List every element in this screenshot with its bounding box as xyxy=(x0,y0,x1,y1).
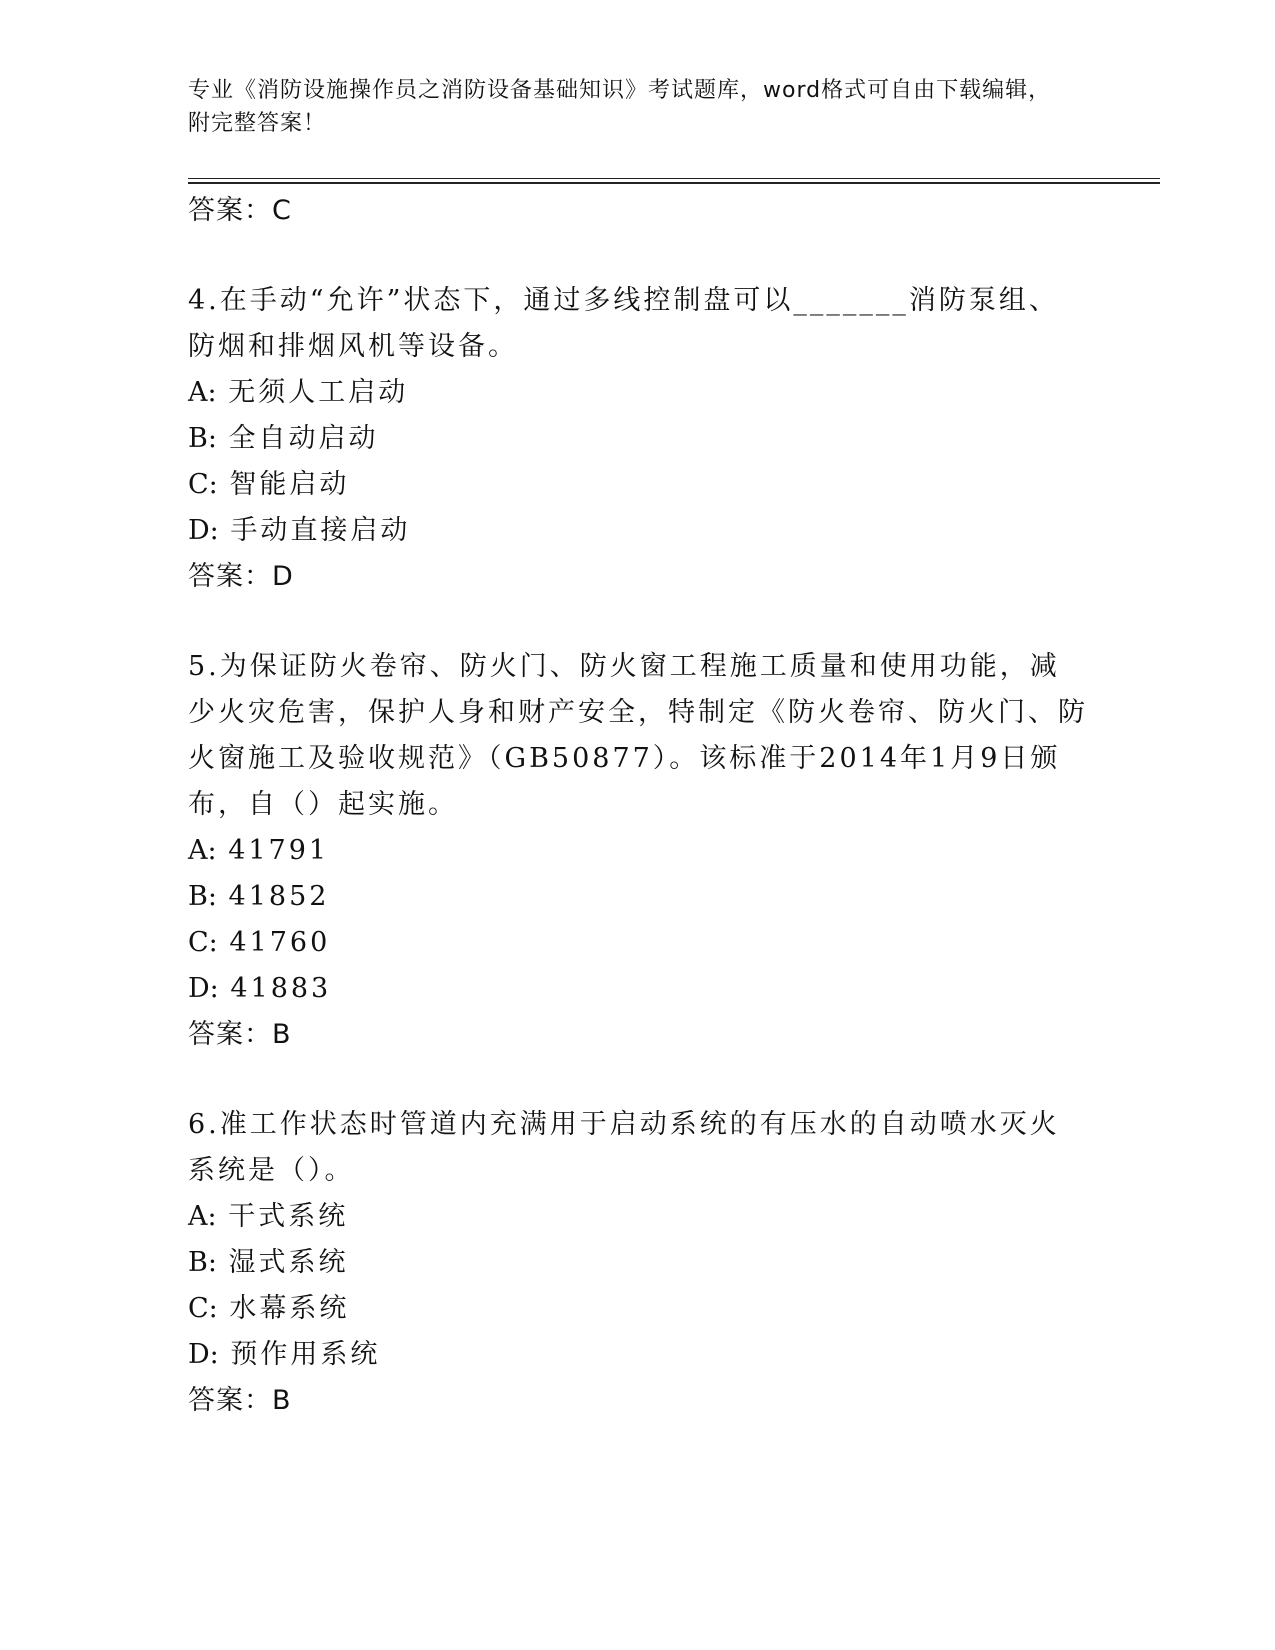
option-text: 41791 xyxy=(228,835,330,866)
spacer xyxy=(188,234,1088,278)
option-label: D: xyxy=(188,973,219,1004)
option-d xyxy=(188,966,1088,1012)
option-text: 41852 xyxy=(228,881,330,912)
question-text: 6.准工作状态时管道内充满用于启动系统的有压水的自动喷水灭火系统是（）。 xyxy=(188,1109,1060,1186)
question-list xyxy=(188,188,1088,1424)
question-block xyxy=(188,644,1088,1058)
answer-text: 答案：B xyxy=(188,1019,292,1050)
option-label: A: xyxy=(188,835,217,866)
option-label: C: xyxy=(188,1293,218,1324)
option-c xyxy=(188,920,1088,966)
option-c xyxy=(188,1286,1088,1332)
option-d xyxy=(188,508,1088,554)
prev-answer: 答案：C xyxy=(188,195,292,226)
option-text: 无须人工启动 xyxy=(228,377,409,408)
option-b xyxy=(188,1240,1088,1286)
answer-text: 答案：B xyxy=(188,1385,292,1416)
question-text: 4.在手动“允许”状态下，通过多线控制盘可以_______消防泵组、防烟和排烟风机等设备。 xyxy=(188,285,1059,362)
option-text: 预作用系统 xyxy=(230,1339,381,1370)
option-a xyxy=(188,1194,1088,1240)
option-b xyxy=(188,874,1088,920)
option-text: 智能启动 xyxy=(229,469,350,500)
spacer xyxy=(188,600,1088,644)
option-text: 41760 xyxy=(229,927,331,958)
option-b xyxy=(188,416,1088,462)
option-label: C: xyxy=(188,469,218,500)
question-block xyxy=(188,1102,1088,1424)
question-block xyxy=(188,278,1088,600)
option-label: D: xyxy=(188,515,219,546)
option-c xyxy=(188,462,1088,508)
header-divider-thick xyxy=(188,182,1160,184)
header-divider-thin xyxy=(188,178,1160,179)
answer-text: 答案：D xyxy=(188,561,294,592)
question-text: 5.为保证防火卷帘、防火门、防火窗工程施工质量和使用功能，减少火灾危害，保护人身和财产安全，特制定《防火卷帘、防火门、防火窗施工及验收规范》（GB50877）。该标准于2014年1月9日颁布，自（）起实施。 xyxy=(188,651,1088,820)
option-label: B: xyxy=(188,1247,217,1278)
option-label: D: xyxy=(188,1339,219,1370)
option-text: 41883 xyxy=(230,973,332,1004)
option-text: 干式系统 xyxy=(228,1201,349,1232)
option-label: B: xyxy=(188,881,217,912)
option-text: 全自动启动 xyxy=(228,423,379,454)
option-label: C: xyxy=(188,927,218,958)
spacer xyxy=(188,1058,1088,1102)
option-a xyxy=(188,828,1088,874)
option-text: 手动直接启动 xyxy=(230,515,411,546)
option-text: 湿式系统 xyxy=(228,1247,349,1278)
option-label: A: xyxy=(188,1201,217,1232)
option-text: 水幕系统 xyxy=(229,1293,350,1324)
page-header: 专业《消防设施操作员之消防设备基础知识》考试题库，word格式可自由下载编辑，附完整答案！ xyxy=(188,78,1052,136)
option-d xyxy=(188,1332,1088,1378)
option-label: B: xyxy=(188,423,217,454)
option-a xyxy=(188,370,1088,416)
option-label: A: xyxy=(188,377,217,408)
